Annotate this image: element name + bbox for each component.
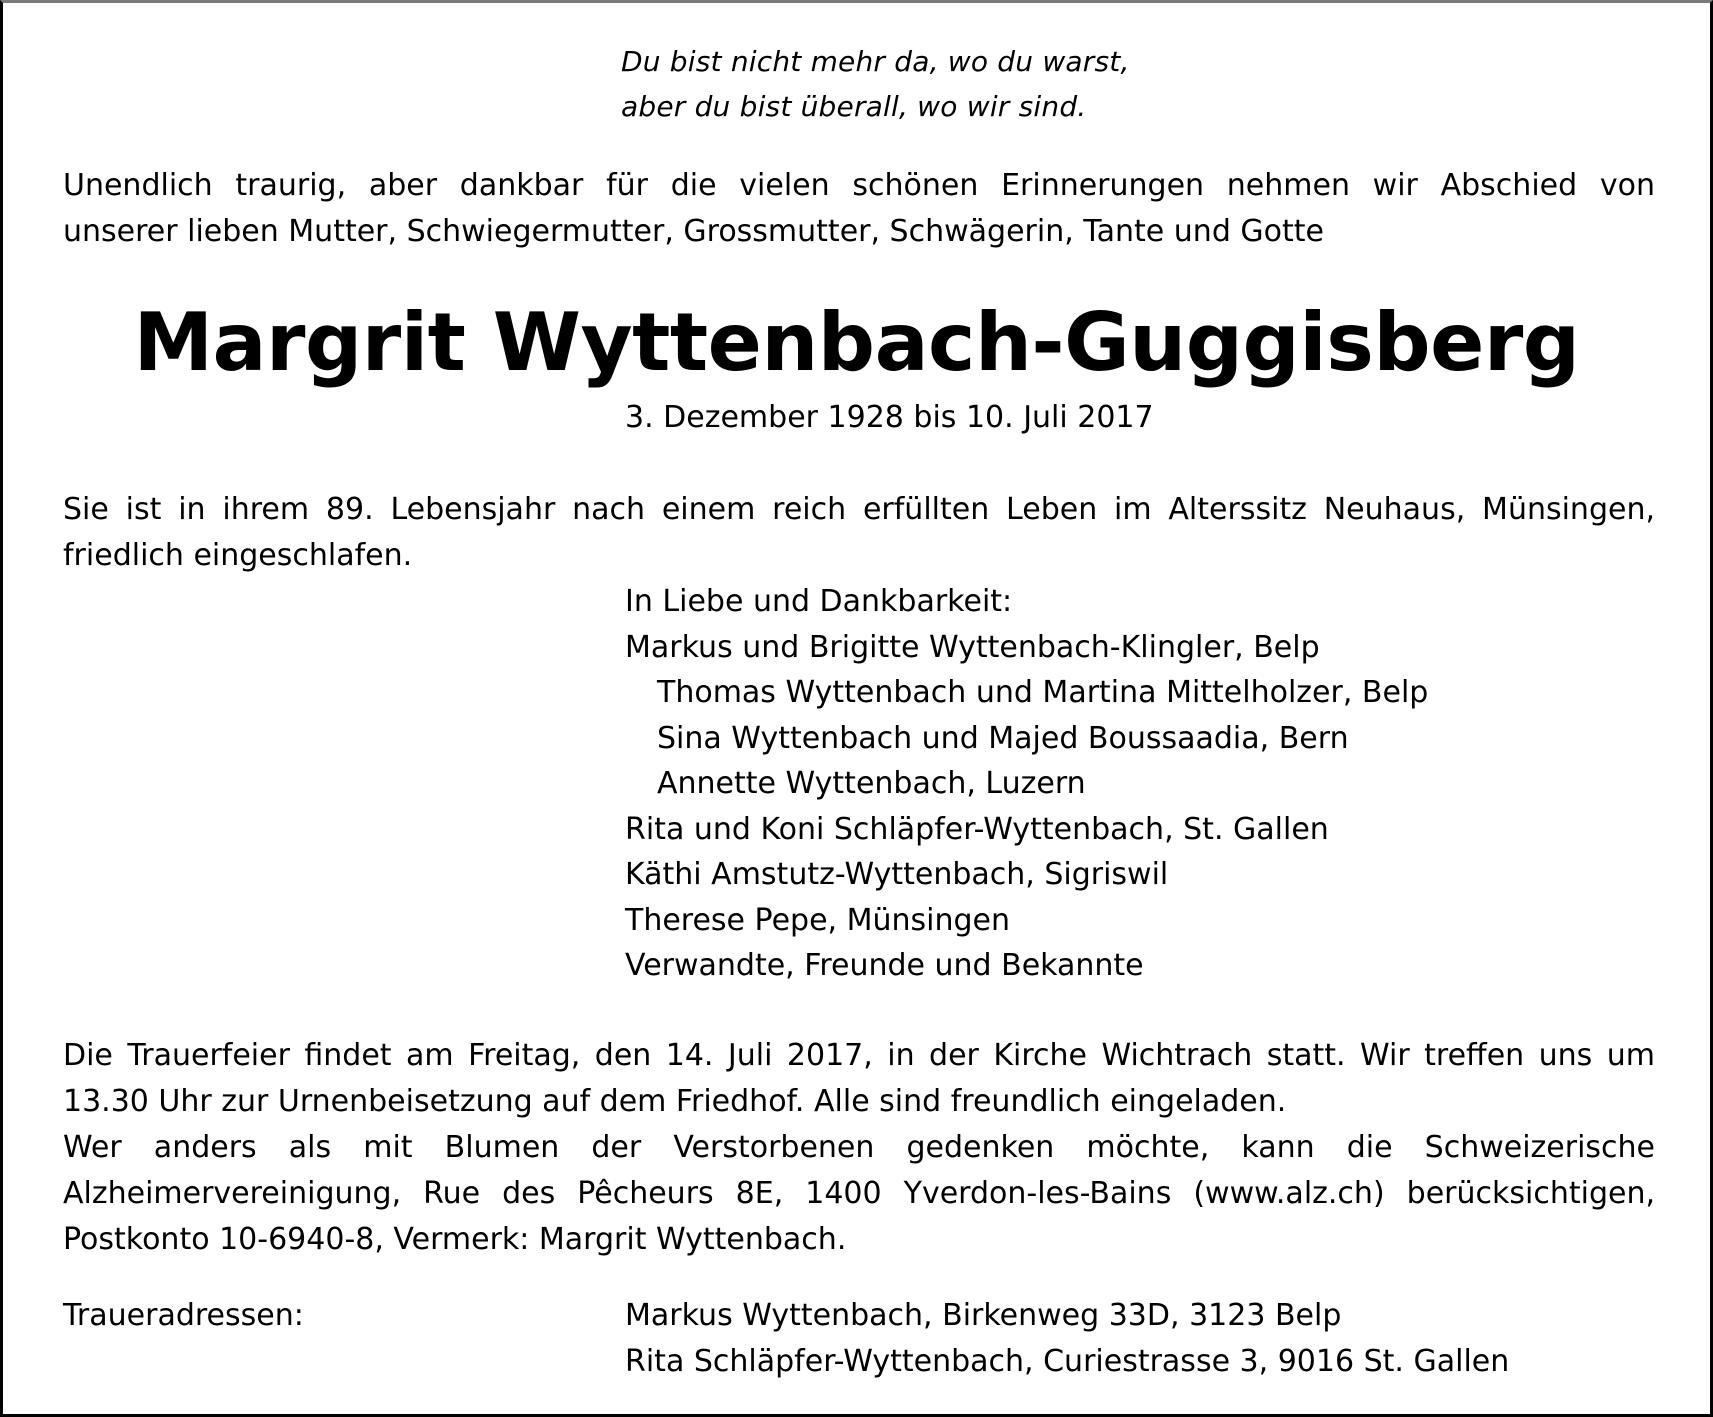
address-row: Markus Wyttenbach, Birkenweg 33D, 3123 Belp	[625, 1298, 1342, 1333]
service-paragraph	[63, 1033, 1655, 1263]
intro-line: Unendlich traurig, aber dankbar für die vielen schönen Erinnerungen nehmen wir Abschied von	[63, 168, 1655, 203]
address-row: Rita Schläpfer-Wyttenbach, Curiestrasse 3, 9016 St. Gallen	[625, 1344, 1510, 1379]
memorial-poem	[621, 39, 1130, 129]
poem-line: aber du bist überall, wo wir sind.	[621, 90, 1087, 123]
addresses-label: Traueradressen:	[63, 1298, 304, 1333]
mourner-row: Markus und Brigitte Wyttenbach-Klingler, Belp	[625, 629, 1320, 665]
mourner-row: Käthi Amstutz-Wyttenbach, Sigriswil	[625, 857, 1169, 892]
life-dates: 3. Dezember 1928 bis 10. Juli 2017	[625, 400, 1154, 435]
mourner-row: Sina Wyttenbach und Majed Boussaadia, Bern	[657, 720, 1349, 756]
death-paragraph	[63, 487, 1655, 579]
addresses-list	[625, 1293, 1509, 1385]
service-line: 13.30 Uhr zur Urnenbeisetzung auf dem Friedhof. Alle sind freundlich eingeladen.	[63, 1084, 1287, 1119]
service-line: Wer anders als mit Blumen der Verstorbenen gedenken möchte, kann die Schweizerische	[63, 1130, 1655, 1165]
mourners-heading: In Liebe und Dankbarkeit:	[625, 584, 1013, 619]
death-line: Sie ist in ihrem 89. Lebensjahr nach einem reich erfüllten Leben im Alterssitz Neuhaus, Münsingen,	[63, 492, 1655, 527]
mourner-row: Verwandte, Freunde und Bekannte	[625, 948, 1144, 983]
service-line: Postkonto 10-6940-8, Vermerk: Margrit Wyttenbach.	[63, 1222, 847, 1257]
intro-paragraph	[63, 163, 1655, 255]
deceased-name: Margrit Wyttenbach-Guggisberg	[133, 296, 1580, 389]
mourners-list	[625, 579, 1428, 989]
service-line: Alzheimervereinigung, Rue des Pêcheurs 8E, 1400 Yverdon-les-Bains (www.alz.ch) berücksichtigen,	[63, 1176, 1655, 1211]
service-line: Die Trauerfeier findet am Freitag, den 14. Juli 2017, in der Kirche Wichtrach statt. Wir treffen uns um	[63, 1038, 1655, 1073]
death-line: friedlich eingeschlafen.	[63, 538, 413, 573]
mourner-row: Thomas Wyttenbach und Martina Mittelholzer, Belp	[657, 675, 1429, 710]
mourner-row: Annette Wyttenbach, Luzern	[657, 766, 1086, 801]
poem-line: Du bist nicht mehr da, wo du warst,	[621, 45, 1130, 78]
intro-line: unserer lieben Mutter, Schwiegermutter, Grossmutter, Schwägerin, Tante und Gotte	[63, 214, 1324, 249]
mourner-row: Therese Pepe, Münsingen	[625, 902, 1011, 938]
mourner-row: Rita und Koni Schläpfer-Wyttenbach, St. Gallen	[625, 811, 1329, 847]
